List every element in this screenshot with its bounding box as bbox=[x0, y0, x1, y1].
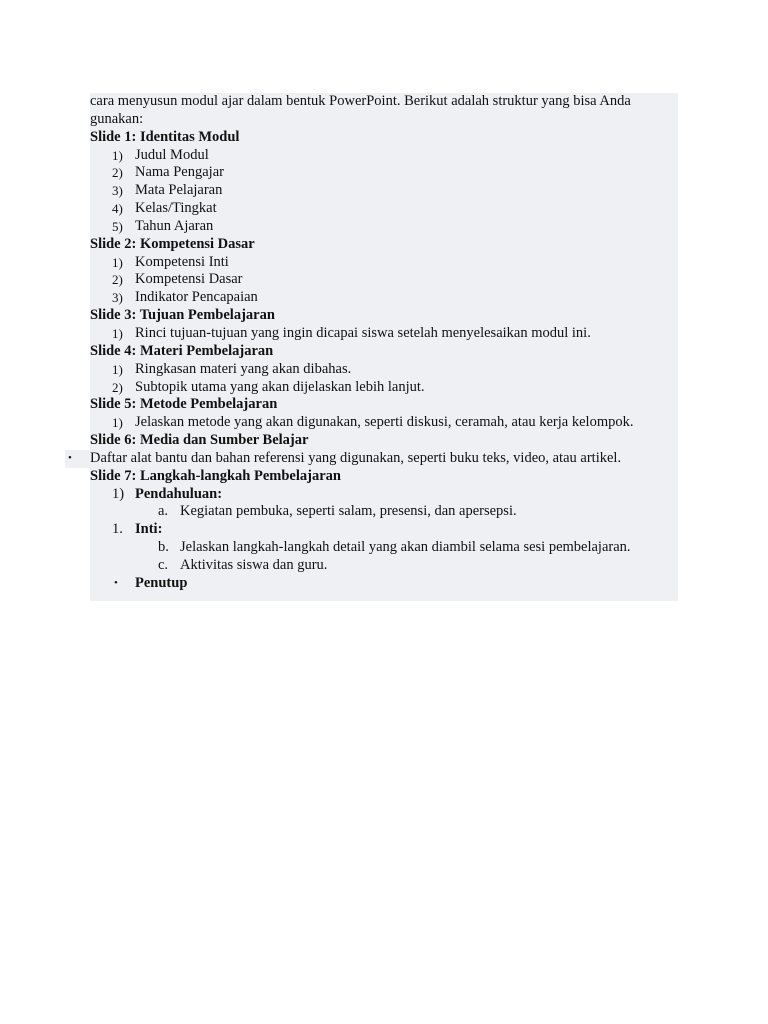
list-item bbox=[90, 414, 678, 432]
list-item-label: Penutup bbox=[135, 574, 188, 591]
list-item bbox=[90, 182, 678, 200]
list-item-text: Kompetensi Dasar bbox=[135, 271, 243, 288]
list-number: 4) bbox=[112, 201, 123, 217]
list-number: 1) bbox=[112, 147, 123, 163]
list-number: 2) bbox=[112, 272, 123, 288]
sub-list-item-text: Jelaskan langkah-langkah detail yang akan diambil selama sesi pembelajaran. bbox=[180, 539, 631, 556]
list-item-label: Pendahuluan: bbox=[135, 485, 223, 502]
list-number: 5) bbox=[112, 218, 123, 234]
list-item-text: Judul Modul bbox=[135, 146, 209, 163]
sub-list-item bbox=[90, 539, 678, 557]
list-number: 1) bbox=[112, 485, 125, 502]
list-number: 1) bbox=[112, 325, 123, 341]
list-item bbox=[90, 325, 678, 343]
list-item-text: Mata Pelajaran bbox=[135, 182, 223, 199]
list-item bbox=[90, 361, 678, 379]
sub-list-item-text: Kegiatan pembuka, seperti salam, presensi, dan apersepsi. bbox=[180, 503, 517, 520]
list-item bbox=[90, 379, 678, 397]
list-item-penutup bbox=[90, 575, 678, 593]
list-item-text: Ringkasan materi yang akan dibahas. bbox=[135, 360, 352, 377]
slide3-heading: Slide 3: Tujuan Pembelajaran bbox=[90, 307, 275, 324]
intro-paragraph: cara menyusun modul ajar dalam bentuk PowerPoint. Berikut adalah struktur yang bisa Anda gunakan: bbox=[90, 93, 631, 127]
list-number: 1) bbox=[112, 415, 123, 431]
list-item-text: Tahun Ajaran bbox=[135, 217, 214, 234]
slide5-heading: Slide 5: Metode Pembelajaran bbox=[90, 396, 278, 413]
list-item bbox=[90, 254, 678, 272]
list-item bbox=[90, 271, 678, 289]
slide6-heading: Slide 6: Media dan Sumber Belajar bbox=[90, 432, 309, 449]
list-number: 3) bbox=[112, 290, 123, 306]
bullet-item bbox=[68, 449, 678, 468]
list-item bbox=[90, 200, 678, 218]
document-body bbox=[68, 93, 678, 601]
list-number: 2) bbox=[112, 379, 123, 395]
list-number: 2) bbox=[112, 165, 123, 181]
list-item-text: Nama Pengajar bbox=[135, 164, 224, 181]
list-number: 1) bbox=[112, 254, 123, 270]
sub-list-letter: b. bbox=[158, 539, 169, 556]
slide1-heading: Slide 1: Identitas Modul bbox=[90, 128, 240, 145]
sub-list-letter: a. bbox=[158, 503, 169, 520]
list-item bbox=[90, 164, 678, 182]
sub-list-item bbox=[90, 503, 678, 521]
bullet-marker: • bbox=[114, 576, 118, 589]
bullet-marker: • bbox=[68, 451, 72, 464]
sub-list-item-text: Aktivitas siswa dan guru. bbox=[180, 556, 328, 573]
sub-list-item bbox=[90, 557, 678, 575]
sub-list-letter: c. bbox=[158, 556, 169, 573]
list-item-inti bbox=[90, 521, 678, 539]
slide2-heading: Slide 2: Kompetensi Dasar bbox=[90, 235, 255, 252]
list-item-text: Jelaskan metode yang akan digunakan, seperti diskusi, ceramah, atau kerja kelompok. bbox=[135, 414, 634, 431]
list-item-pendahuluan bbox=[90, 486, 678, 504]
list-number: 1) bbox=[112, 361, 123, 377]
bullet-item-text: Daftar alat bantu dan bahan referensi yang digunakan, seperti buku teks, video, atau artikel. bbox=[90, 449, 622, 466]
slide4-heading: Slide 4: Materi Pembelajaran bbox=[90, 342, 274, 359]
list-item bbox=[90, 147, 678, 165]
list-item-text: Kompetensi Inti bbox=[135, 253, 229, 270]
list-item-text: Rinci tujuan-tujuan yang ingin dicapai siswa setelah menyelesaikan modul ini. bbox=[135, 324, 591, 341]
list-number: 1. bbox=[112, 521, 123, 538]
list-item-text: Indikator Pencapaian bbox=[135, 289, 258, 306]
list-item-text: Subtopik utama yang akan dijelaskan lebih lanjut. bbox=[135, 378, 425, 395]
list-item bbox=[90, 289, 678, 307]
slide7-heading: Slide 7: Langkah-langkah Pembelajaran bbox=[90, 467, 341, 484]
list-item-label: Inti: bbox=[135, 521, 163, 538]
list-number: 3) bbox=[112, 183, 123, 199]
list-item bbox=[90, 218, 678, 236]
list-item-text: Kelas/Tingkat bbox=[135, 200, 217, 217]
